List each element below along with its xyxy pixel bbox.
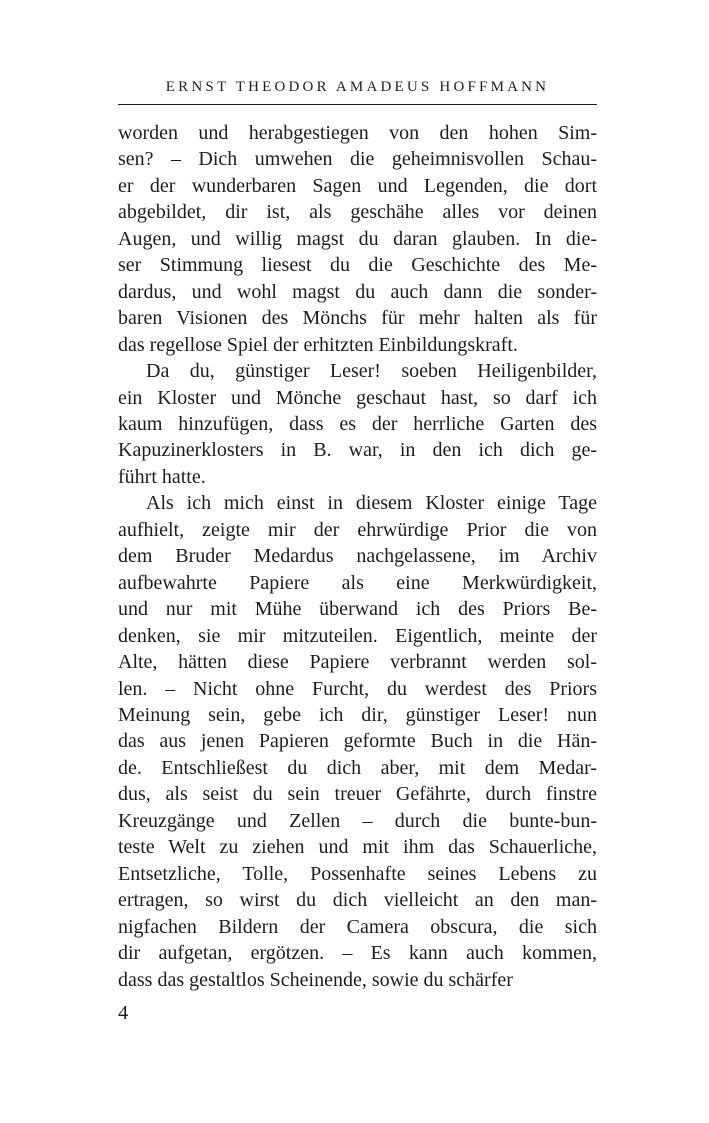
text-line: dem Bruder Medardus nachgelassene, im Archiv [118,545,597,568]
text-line: dir aufgetan, ergötzen. – Es kann auch kommen, [118,942,597,965]
text-line: de. Entschließest du dich aber, mit dem Medar- [118,756,597,779]
running-header: ERNST THEODOR AMADEUS HOFFMANN [118,80,597,105]
text-line: das regellose Spiel der erhitzten Einbildungskraft. [118,333,518,356]
text-line: kaum hinzufügen, dass es der herrliche Garten des [118,412,597,435]
text-line: ertragen, so wirst du dich vielleicht an den man- [118,889,597,912]
text-line: nigfachen Bildern der Camera obscura, die sich [118,915,597,938]
text-line: er der wunderbaren Sagen und Legenden, die dort [118,174,597,197]
text-line: ser Stimmung liesest du die Geschichte des Me- [118,254,597,277]
page-number: 4 [118,1002,129,1024]
text-line: führt hatte. [118,465,206,488]
text-line: aufbewahrte Papiere als eine Merkwürdigkeit, [118,571,597,594]
text-line: Alte, hätten diese Papiere verbrannt werden sol- [118,651,597,674]
text-line: abgebildet, dir ist, als geschähe alles vor deinen [118,201,597,224]
text-line: sen? – Dich umwehen die geheimnisvollen Schau- [118,148,597,171]
text-block [118,120,597,993]
text-line: Da du, günstiger Leser! soeben Heiligenbilder, [146,360,597,383]
text-line: denken, sie mir mitzuteilen. Eigentlich, meinte der [118,624,597,647]
text-line: Augen, und willig magst du daran glauben. In die- [118,227,597,250]
text-line: baren Visionen des Mönchs für mehr halten als für [118,307,597,330]
text-line: Entsetzliche, Tolle, Possenhafte seines Lebens zu [118,862,597,885]
text-line: worden und herabgestiegen von den hohen Sim- [118,122,597,144]
text-line: ein Kloster und Mönche geschaut hast, so darf ich [118,386,597,409]
text-line: Kreuzgänge und Zellen – durch die bunte-bun- [118,809,597,832]
text-line: dardus, und wohl magst du auch dann die sonder- [118,280,597,303]
text-line: aufhielt, zeigte mir der ehrwürdige Prior die von [118,518,597,541]
text-line: Kapuzinerklosters in B. war, in den ich dich ge- [118,439,597,462]
text-line: dass das gestaltlos Scheinende, sowie du schärfer [118,968,513,991]
text-line: teste Welt zu ziehen und mit ihm das Schauerliche, [118,836,597,859]
text-line: das aus jenen Papieren geformte Buch in die Hän- [118,730,597,753]
text-line: Als ich mich einst in diesem Kloster einige Tage [146,492,597,515]
text-line: dus, als seist du sein treuer Gefährte, durch finstre [118,783,597,806]
text-line: len. – Nicht ohne Furcht, du werdest des Priors [118,677,597,700]
text-line: und nur mit Mühe überwand ich des Priors Be- [118,598,597,621]
text-line: Meinung sein, gebe ich dir, günstiger Leser! nun [118,703,597,726]
